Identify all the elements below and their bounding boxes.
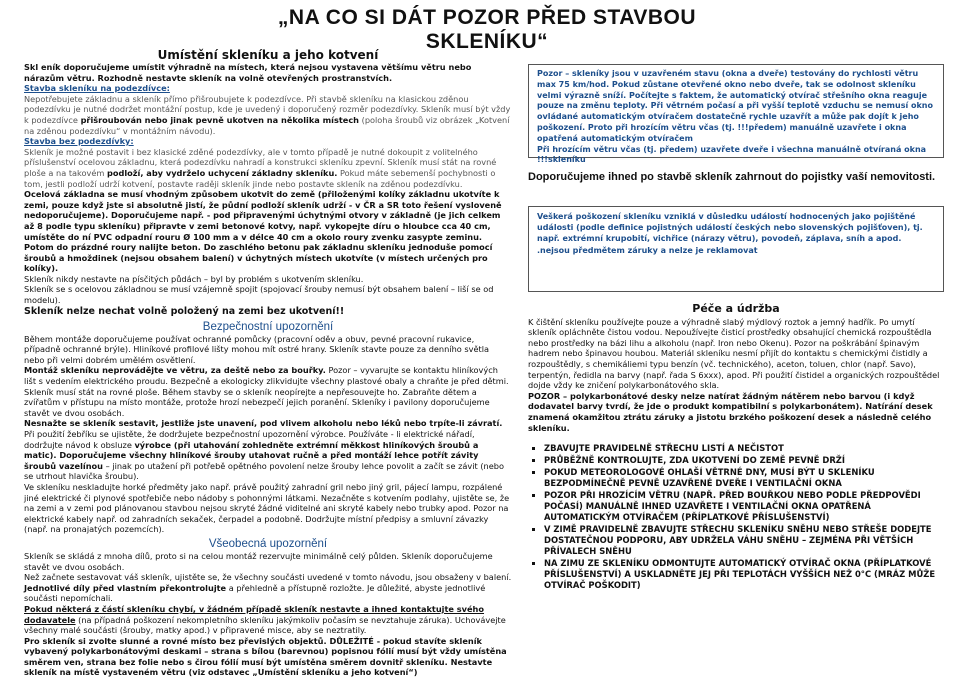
maintenance-rules	[528, 443, 944, 591]
wind-warning-box	[528, 64, 944, 165]
text-bold: Pokud některá z částí skleníku chybí, v žádném případě skleník nestavte a ihned kontaktujte svého dodavatele	[24, 603, 485, 625]
paragraph-parts	[24, 583, 512, 604]
paragraph-general-2: Než začnete sestavovat váš skleník, ujistěte se, že všechny součásti uvedené v tomto návodu, jsou obsaženy v balení.	[24, 572, 512, 583]
location-lead: Skl eník doporučujeme umístit výhradně na místech, která nejsou vystavena většímu větru nebo nárazům větru. Rozhodně nestavte skleník na volně otevřených prostranstvích.	[24, 62, 472, 83]
text: – jinak po utažení při potřebě opětného povolení nelze šrouby lehce povolit a začít se závit (nebo se utrhout hlavička šroubu).	[24, 460, 504, 482]
text-bold: výrobce (při utahování zohledněte extrémní měkkost hliníkových šroubů a matic). Doporučujeme všechny hliníkové šrouby utahovat ručně a před montáží lehce potřít závity šroubů vazelínou	[24, 439, 479, 471]
text: Pozor – vyvarujte se kontaktu hliníkových lišt s vedením elektrického proudu. Bezpečně a ekologicky zlikvidujte všechny plastové obaly a chraňte je před dětmi. Skleník musí stát na rovné ploše. Během stavby se o skleník neopírejte a nepřesouvejte ho. Zabraňte dětem a zvířatům v přístupu na místo montáže, protože hrozí nebezpečí jejich poranění. Skleníky i pavilony doporučujeme stavět ve dvou osobách.	[24, 365, 509, 418]
left-column	[24, 48, 512, 678]
subheading-without-foundation: Stavba bez podezdívky:	[24, 136, 134, 147]
list-item: ▪ V ZIMĚ PRAVIDELNĚ ZBAVUJTE STŘECHU SKLENÍKU SNĚHU NEBO STŘEŠE DODEJTE DOSTATEČNOU PODPORU, ABY UDRŽELA VÁHU SNĚHU – ZEJMÉNA PŘI VĚTŠÍCH PŘÍVALECH SNĚHU	[544, 524, 944, 557]
paragraph-storage: Ve skleníku neskladujte horké předměty jako např. právě použitý zahradní gril nebo jiný gril, pájecí lampu, rozpálené jiné elektrické či plynové spotřebiče nebo nádoby s pohonnými látkami. Nezačněte s kotvením podlahy, ujistěte se, že na zemi a v zemi pod plánovanou stavbou nejsou skryté žádné viditelné ani skryté kabely nebo trubky apod. Pozor na elektrické kabely např. od zahradních sekaček, čerpadel a podobně. Dodržujte místní předpisy a smluvní závazky (např. na pronajatých pozemcích).	[24, 481, 510, 535]
box-text: Pozor – skleníky jsou v uzavřeném stavu (okna a dveře) testovány do rychlosti větru max 75 km/hod. Pokud zůstane otevřené okno nebo dveře, tak se odolnost skleníku velmi výrazně sníží. Počítejte s faktem, že automatický otvírač střešního okna reaguje pouze na změnu teploty. Při větrném počasí a při vyšší teplotě vzduchu se nemusí okno ovládané automatickým otvíračem dostatečně rychle uzavřít a může pak dojít k jeho poškození. Proto při hrozícím větru včas (tj. !!!předem) manuálně uzavřete i okna opatřená automatickým otvíračem	[537, 69, 933, 143]
text-bold: Nesnažte se skleník sestavit, jestliže jste unavení, pod vlivem alkoholu nebo léků nebo trpíte-li závratí.	[24, 418, 503, 429]
paragraph-without-foundation	[24, 147, 512, 189]
text: Při použití žebříku se ujistěte, že dodržujete bezpečnostní upozornění výrobce. Používáte - li elektrické nářadí, dodržujte návod k obsluze	[24, 429, 475, 450]
text-bold: podloží, aby vydrželo uchycení základny skleníku.	[106, 167, 338, 178]
paragraph-connect: Skleník se s ocelovou základnou se musí vzájemně spojit (spojovací šrouby nemusí být obsahem balení – liší se od modelu).	[24, 284, 494, 306]
right-column	[528, 64, 944, 592]
list-item: ▪ ZBAVUJTE PRAVIDELNĚ STŘECHU LISTÍ A NEČISTOT	[544, 443, 944, 454]
paragraph-missing	[24, 604, 512, 636]
paragraph-ladder	[24, 418, 512, 482]
care-paragraph: K čištění skleníku používejte pouze a výhradně slabý mýdlový roztok a jemný hadřík. Po umytí skleník opláchněte čistou vodou. Nepoužívejte čisticí prostředky obsahující chemická rozpouštědla nebo prostředky na bázi lihu a alkoholu (např. Iron nebo Okenu). Pozor na poškrábání špinavým hadrem nebo špinavou houbou. Materiál skleníku nesmí přijít do kontaktu s chemickými čistidly a rozpouštědly, s chemikáliemi typu benzín (vč. technického), aceton, toluen, chlor (např. Savo), terpentýn, ředidla na barvy (např. řada S 6xxx), apod. Při použití čistidel a organických rozpouštědel dojde vždy ke zničení polykarbonátového skla.	[528, 316, 940, 391]
list-item: ▪ PRŮBĚŽNĚ KONTROLUJTE, ZDA UKOTVENÍ DO ZEMĚ PEVNĚ DRŽÍ	[544, 455, 944, 466]
text-bold: Montáž skleníku neprovádějte ve větru, za deště nebo za bouřky.	[24, 365, 326, 376]
text-bold: Jednotlivé díly před vlastním překontrolujte	[24, 582, 227, 593]
heading-location: Umístění skleníku a jeho kotvení	[157, 48, 379, 62]
paragraph-with-foundation	[24, 94, 512, 136]
text: a přehledně a přístupně rozložte. Je důležité, abyste jednotlivé součásti nepomíchali.	[24, 582, 486, 604]
heading-general: Všeobecná upozornění	[208, 537, 328, 550]
subheading-with-foundation: Stavba skleníku na podezdívce:	[24, 83, 170, 94]
text-bold: přišroubován nebo jinak pevně ukotven na několika místech	[80, 114, 360, 125]
text: Nepotřebujete základnu a skleník přímo přišroubujete k podezdívce. Při stavbě skleníku na klasickou zděnou podezdívku je nutné dodržet montážní postup, kde je uvedený i doporučený rozměr podezdívky. Skleník musí být vždy k podezdívce	[24, 93, 511, 125]
paragraph-safety: Během montáže doporučujeme používat ochranné pomůcky (pracovní oděv a obuv, pevné pracovní rukavice, případně ochranné brýle). Hliníkové profilové lišty mohou mít ostré hrany. Skleník stavte pouze za denního světla nebo při velmi dobrém umělém osvětlení.	[24, 333, 490, 365]
list-item: ▪ POKUD METEOROLOGOVÉ OHLAŠÍ VĚTRNÉ DNY, MUSÍ BÝT U SKLENÍKU BEZPODMÍNEČNĚ PEVNĚ UZAVŘENÉ DVEŘE I VENTILAČNÍ OKNA	[544, 467, 944, 489]
heading-safety: Bezpečnostní upozornění	[202, 320, 334, 333]
care-paragraph-2: POZOR – polykarbonátové desky nelze natírat žádným nátěrem nebo barvou (i když dodavatel barvy tvrdí, že jde o produkt kompatibilní s polykarbonátem). Natírání desek znamená okamžitou ztrátu záruky a jistotu brzkého poškození desek a následně celého skleníku.	[528, 390, 933, 433]
text: Skleník je možné postavit i bez klasické zděné podezdívky, ale v tomto případě je nutné dokoupit z volitelného příslušenství ocelovou základnu, která podezdívku nahradí a konstrukci skleníku zpevní. Skleník musí stát na rovné ploše a na takovém	[24, 146, 497, 178]
text: (poloha šroubů viz obrázek „Kotvení na zděnou podezdívku“ v montážním návodu).	[24, 114, 510, 136]
page-title: „NA CO SI DÁT POZOR PŘED STAVBOU SKLENÍKU“	[277, 6, 697, 53]
text: Pokud máte sebemenší pochybnosti o tom, jestli podloží udrží kotvení, postavte raději skleník jinde nebo postavte skleník na zděnou podezdívku.	[24, 167, 496, 189]
list-item: ▪ NA ZIMU ZE SKLENÍKU ODMONTUJTE AUTOMATICKÝ OTVÍRAČ OKNA (PŘÍPLATKOVÉ PŘÍSLUŠENSTVÍ) A USKLADNĚTE JEJ PŘI TEPLOTÁCH VYŠŠÍCH NEŽ 0°C (MRÁZ MŮŽE OTVÍRAČ POŠKODIT)	[544, 558, 944, 591]
paragraph-sand: Skleník nikdy nestavte na písčitých půdách – byl by problém s ukotvením skleníku.	[24, 273, 364, 284]
insurance-box: Veškerá poškození skleníku vzniklá v důsledku událostí hodnocených jako pojištěné události (podle definice pojistných událostí českých nebo slovenských pojišťoven), tj. např. extrémní krupobití, vichřice (nárazy větru), povodeň, záplava, sníh a apod. .nejsou předmětem záruky a nelze je reklamovat	[528, 206, 944, 292]
care-heading: Péče a údržba	[692, 302, 780, 315]
box-bold: Při hrozícím větru včas (tj. předem) uzavřete dveře i všechna manuálně otvíraná okna !!!skleníku	[537, 144, 927, 165]
text: (na případná poškození nekompletního skleníku jakýmkoliv počasím se nevztahuje záruka). Uchovávejte všechny malé součásti (šrouby, matky apod.) v připravené misce, aby se neztratily.	[24, 614, 506, 636]
paragraph-panels: Pro skleník si zvolte slunné a rovné místo bez převislých objektů. DŮLEŽITÉ - pokud stavíte skleník vybavený polykarbonátovými deskami – strana s bílou (barevnou) popisnou fólií musí být vždy umístěna směrem ven, strana bez folie nebo s čirou fólií musí být umístěna směrem dovnitř skleníku. Nestavte skleník na místě vystaveném větru (viz odstavec „Umístění skleníku a jeho kotvení“)	[24, 635, 507, 678]
paragraph-anchoring: Ocelová základna se musí vhodným způsobem ukotvit do země (přiloženými kolíky základnu ukotvíte k zemi, pouze když jste si absolutně jistí, že půdní podloží skleník udrží - v ČR a SR toto řešení vysloveně nedoporučujeme). Doporučujeme např. - pod připravenými úchytnými otvory v základně (je jich celkem až 8 podle typu skleníku) připravte v zemi betonové kotvy, např. vykopejte díru o hloubce cca 40 cm, umístěte do ní PVC odpadní rouru Ø 100 mm a v délce 40 cm a okolo roury zvenku zasypte zeminu. Potom do prázdné roury nalijte beton. Do zaschlého betonu pak základnu skleníku jednoduše pomocí šroubů a hmoždinek (nejsou obsahem balení) v úchytných místech ukotvíte (v místech určených pro kolíky).	[24, 189, 502, 274]
paragraph-wind	[24, 365, 512, 418]
warning-text: Skleník nelze nechat volně položený na zemi bez ukotvení!!	[24, 305, 345, 317]
paragraph-general: Skleník se skládá z mnoha dílů, proto si na celou montáž rezervujte minimálně celý půlden. Skleník doporučujeme stavět ve dvou osobách.	[24, 550, 493, 572]
insurance-heading: Doporučujeme ihned po stavbě skleník zahrnout do pojistky vaší nemovitosti.	[528, 171, 936, 183]
list-item: ▪ POZOR PŘI HROZÍCÍM VĚTRU (NAPŘ. PŘED BOUŘKOU NEBO PODLE PŘEDPOVĚDI POČASÍ) MANUÁLNĚ IHNED UZAVŘETE I VENTILAČNÍ OKNA OPATŘENÁ AUTOMATICKÝM OTVÍRAČEM (PŘÍPLATKOVÉ PŘÍSLUŠENSTVÍ)	[544, 490, 944, 523]
